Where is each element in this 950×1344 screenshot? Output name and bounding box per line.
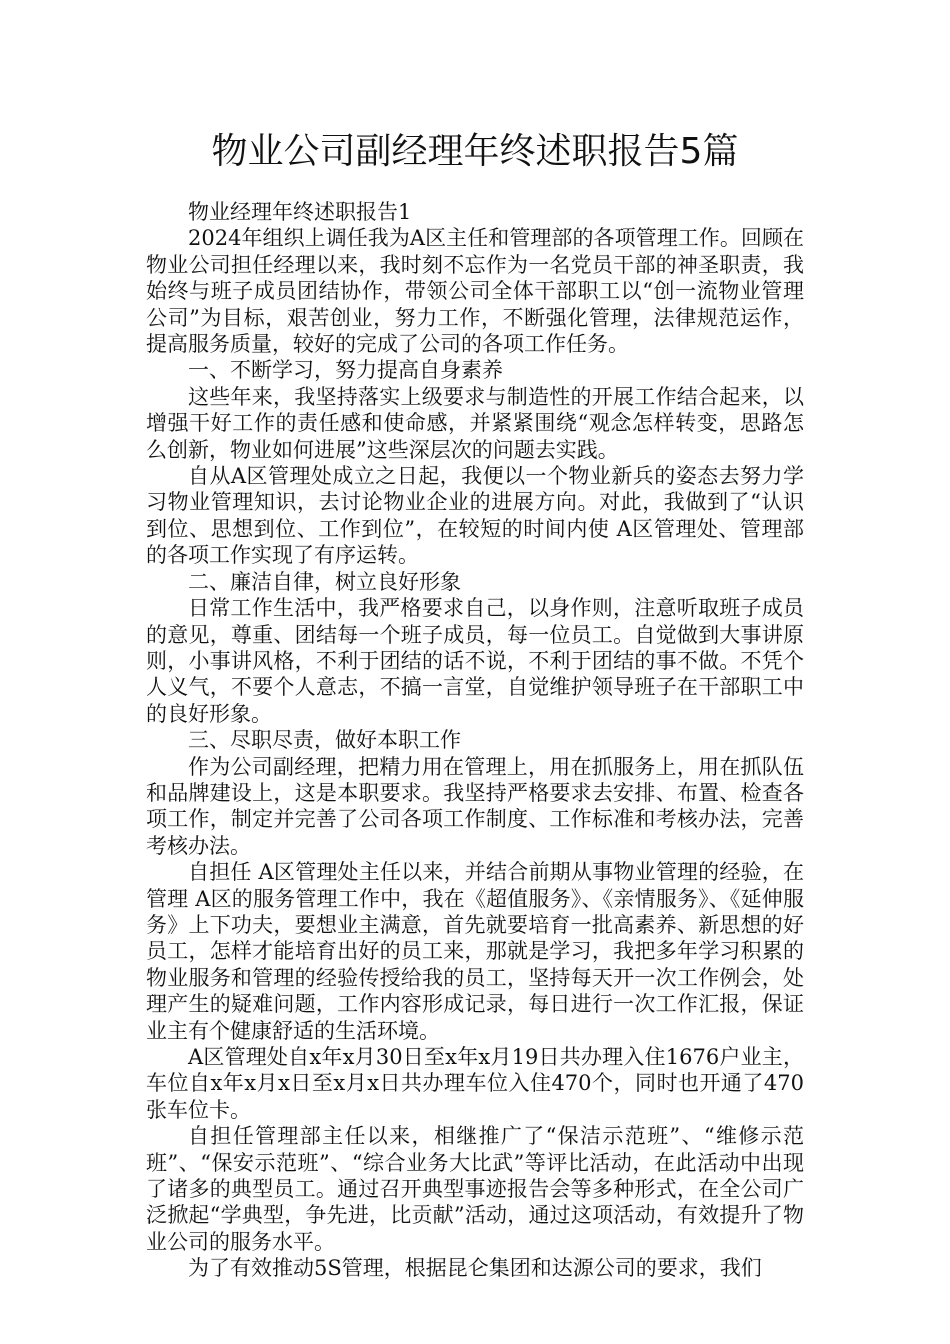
section-heading: 一、不断学习，努力提高自身素养: [188, 358, 503, 383]
document-body: [146, 199, 804, 1282]
paragraph: 为了有效推动5S管理，根据昆仑集团和达源公司的要求，我们: [188, 1256, 762, 1281]
section-heading: 物业经理年终述职报告1: [188, 200, 412, 224]
document-title: 物业公司副经理年终述职报告5篇: [211, 131, 739, 172]
paragraph: 作为公司副经理，把精力用在管理上，用在抓服务上，用在抓队伍和品牌建设上，这是本职要求。我坚持严格要求去安排、布置、检查各项工作，制定并完善了公司各项工作制度、工作标准和考核办法，完善考核办法。: [146, 754, 804, 858]
section-heading: 三、尽职尽责，做好本职工作: [188, 728, 461, 753]
paragraph: 2024年组织上调任我为A区主任和管理部的各项管理工作。回顾在物业公司担任经理以来，我时刻不忘作为一名党员干部的神圣职责，我始终与班子成员团结协作，带领公司全体干部职工以“创一流物业管理公司”为目标，艰苦创业，努力工作，不断强化管理，法律规范运作，提高服务质量，较好的完成了公司的各项工作任务。: [146, 226, 804, 357]
paragraph: 日常工作生活中，我严格要求自己，以身作则，注意听取班子成员的意见，尊重、团结每一个班子成员，每一位员工。自觉做到大事讲原则，小事讲风格，不利于团结的话不说，不利于团结的事不做。不凭个人义气，不要个人意志，不搞一言堂，自觉维护领导班子在干部职工中的良好形象。: [146, 596, 804, 726]
paragraph: 自从A区管理处成立之日起，我便以一个物业新兵的姿态去努力学习物业管理知识，去讨论物业企业的进展方向。对此，我做到了“认识到位、思想到位、工作到位”，在较短的时间内使 A区管理处、管理部的各项工作实现了有序运转。: [146, 464, 804, 568]
paragraph: A区管理处自x年x月30日至x年x月19日共办理入住1676户业主，车位自x年x月x日至x月x日共办理车位入住470个，同时也开通了470张车位卡。: [146, 1045, 804, 1122]
paragraph: 自担任 A区管理处主任以来，并结合前期从事物业管理的经验，在管理 A区的服务管理工作中，我在《超值服务》、《亲情服务》、《延伸服务》上下功夫，要想业主满意，首先就要培育一批高素养、新思想的好员工，怎样才能培育出好的员工来，那就是学习，我把多年学习积累的物业服务和管理的经验传授给我的员工，坚持每天开一次工作例会，处理产生的疑难问题，工作内容形成记录，每日进行一次工作汇报，保证业主有个健康舒适的生活环境。: [146, 860, 804, 1043]
paragraph: 这些年来，我坚持落实上级要求与制造性的开展工作结合起来，以增强干好工作的责任感和使命感，并紧紧围绕“观念怎样转变，思路怎么创新，物业如何进展”这些深层次的问题去实践。: [146, 384, 804, 462]
paragraph: 自担任管理部主任以来，相继推广了“保洁示范班”、“维修示范班”、“保安示范班”、“综合业务大比武”等评比活动，在此活动中出现了诸多的典型员工。通过召开典型事迹报告会等多种形式，在全公司广泛掀起“学典型，争先进，比贡献”活动，通过这项活动，有效提升了物业公司的服务水平。: [146, 1124, 804, 1254]
section-heading: 二、廉洁自律，树立良好形象: [188, 569, 461, 594]
